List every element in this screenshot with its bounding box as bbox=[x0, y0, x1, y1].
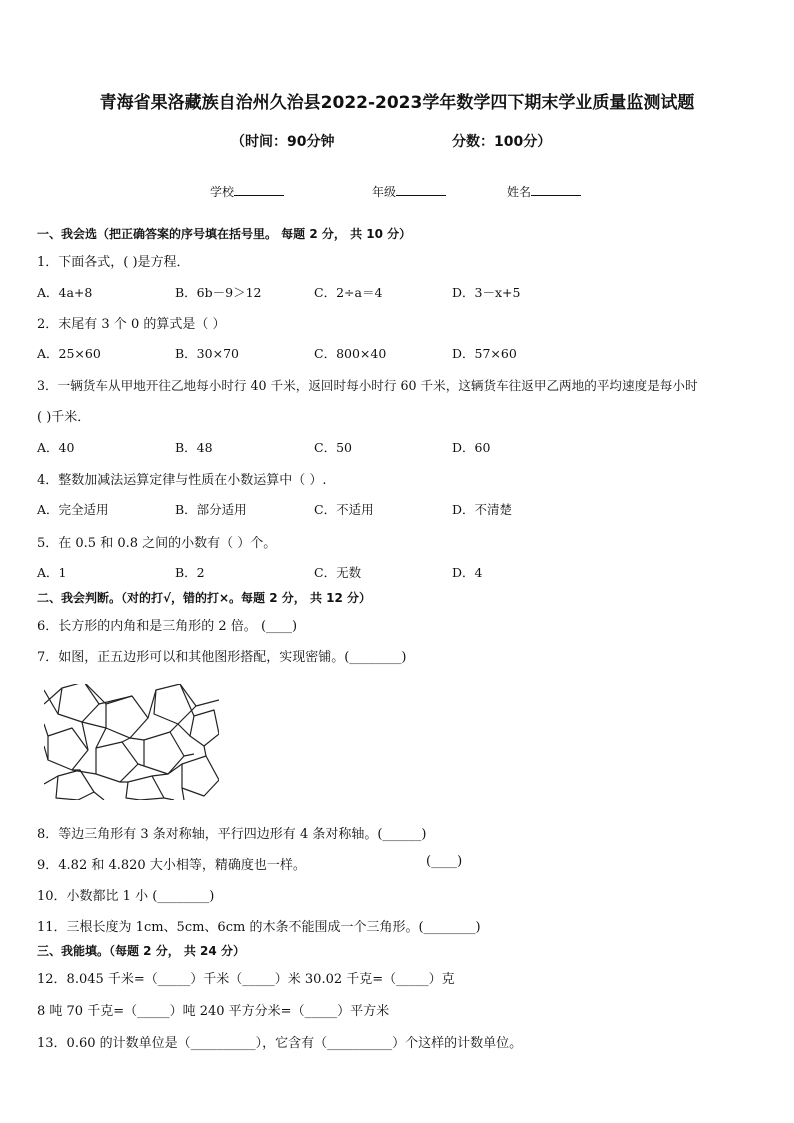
section-3-heading: 三、我能填。（每题 2 分， 共 24 分） bbox=[37, 944, 245, 958]
q1-option-d[interactable]: D．3－x+5 bbox=[452, 285, 521, 300]
pentagon-star-tiling-figure bbox=[44, 684, 219, 800]
question-3: 3．一辆货车从甲地开往乙地每小时行 40 千米，返回时每小时行 60 千米，这辆货车往返甲乙两地的平均速度是每小时 bbox=[37, 378, 698, 393]
school-field[interactable] bbox=[210, 183, 284, 200]
q5-option-d[interactable]: D．4 bbox=[452, 565, 483, 580]
question-12-line-2: 8 吨 70 千克=（_____）吨 240 平方分米=（_____）平方米 bbox=[37, 1004, 390, 1019]
q2-option-b[interactable]: B．30×70 bbox=[175, 346, 239, 361]
q3-option-a[interactable]: A．40 bbox=[37, 440, 75, 455]
name-field[interactable] bbox=[507, 183, 581, 200]
q2-option-c[interactable]: C．800×40 bbox=[314, 346, 387, 361]
q3-option-b[interactable]: B．48 bbox=[175, 440, 213, 455]
question-8: 8．等边三角形有 3 条对称轴，平行四边形有 4 条对称轴。(______) bbox=[37, 827, 427, 842]
question-6: 6．长方形的内角和是三角形的 2 倍。 (____) bbox=[37, 619, 298, 634]
question-9: 9．4.82 和 4.820 大小相等，精确度也一样。 bbox=[37, 858, 306, 873]
exam-score: 分数：100分） bbox=[452, 134, 552, 150]
question-5: 5．在 0.5 和 0.8 之间的小数有（ ）个。 bbox=[37, 536, 277, 551]
question-1: 1．下面各式，( )是方程． bbox=[37, 255, 190, 270]
q1-option-a[interactable]: A．4a+8 bbox=[37, 285, 93, 300]
q3-option-c[interactable]: C．50 bbox=[314, 440, 352, 455]
grade-label: 年级 bbox=[372, 185, 397, 199]
question-3-cont: ( )千米． bbox=[37, 410, 91, 425]
question-7: 7．如图，正五边形可以和其他图形搭配，实现密铺。(________) bbox=[37, 650, 407, 665]
section-2-heading: 二、我会判断。（对的打√，错的打×。每题 2 分， 共 12 分） bbox=[37, 591, 371, 605]
exam-time: （时间：90分钟 bbox=[231, 134, 335, 150]
q2-option-a[interactable]: A．25×60 bbox=[37, 346, 101, 361]
q4-option-c[interactable]: C．不适用 bbox=[314, 502, 374, 517]
q4-option-a[interactable]: A．完全适用 bbox=[37, 502, 109, 517]
q5-option-c[interactable]: C．无数 bbox=[314, 565, 362, 580]
grade-field[interactable] bbox=[372, 183, 446, 200]
question-2: 2．末尾有 3 个 0 的算式是（ ） bbox=[37, 317, 226, 332]
q5-option-b[interactable]: B．2 bbox=[175, 565, 205, 580]
section-1-heading: 一、我会选（把正确答案的序号填在括号里。 每题 2 分， 共 10 分） bbox=[37, 227, 412, 241]
q4-option-d[interactable]: D．不清楚 bbox=[452, 502, 513, 517]
q2-option-d[interactable]: D．57×60 bbox=[452, 346, 517, 361]
page-title: 青海省果洛藏族自治州久治县2022-2023学年数学四下期末学业质量监测试题 bbox=[99, 93, 695, 113]
q1-option-c[interactable]: C．2÷a＝4 bbox=[314, 285, 383, 300]
question-12-line-1: 12．8.045 千米=（_____）千米（_____）米 30.02 千克=（_____）克 bbox=[37, 972, 455, 987]
q3-option-d[interactable]: D．60 bbox=[452, 440, 491, 455]
question-13: 13．0.60 的计数单位是（__________），它含有（__________）个这样的计数单位。 bbox=[37, 1036, 523, 1051]
name-label: 姓名 bbox=[507, 185, 532, 199]
q4-option-b[interactable]: B．部分适用 bbox=[175, 502, 247, 517]
question-11: 11．三根长度为 1cm、5cm、6cm 的木条不能围成一个三角形。(________) bbox=[37, 920, 481, 935]
question-10: 10．小数都比 1 小 (________) bbox=[37, 889, 215, 904]
q5-option-a[interactable]: A．1 bbox=[37, 565, 67, 580]
q1-option-b[interactable]: B．6b－9＞12 bbox=[175, 285, 262, 300]
question-9-blank[interactable]: (____) bbox=[426, 854, 463, 869]
question-4: 4．整数加减法运算定律与性质在小数运算中（ ）. bbox=[37, 473, 327, 488]
school-label: 学校 bbox=[210, 185, 235, 199]
